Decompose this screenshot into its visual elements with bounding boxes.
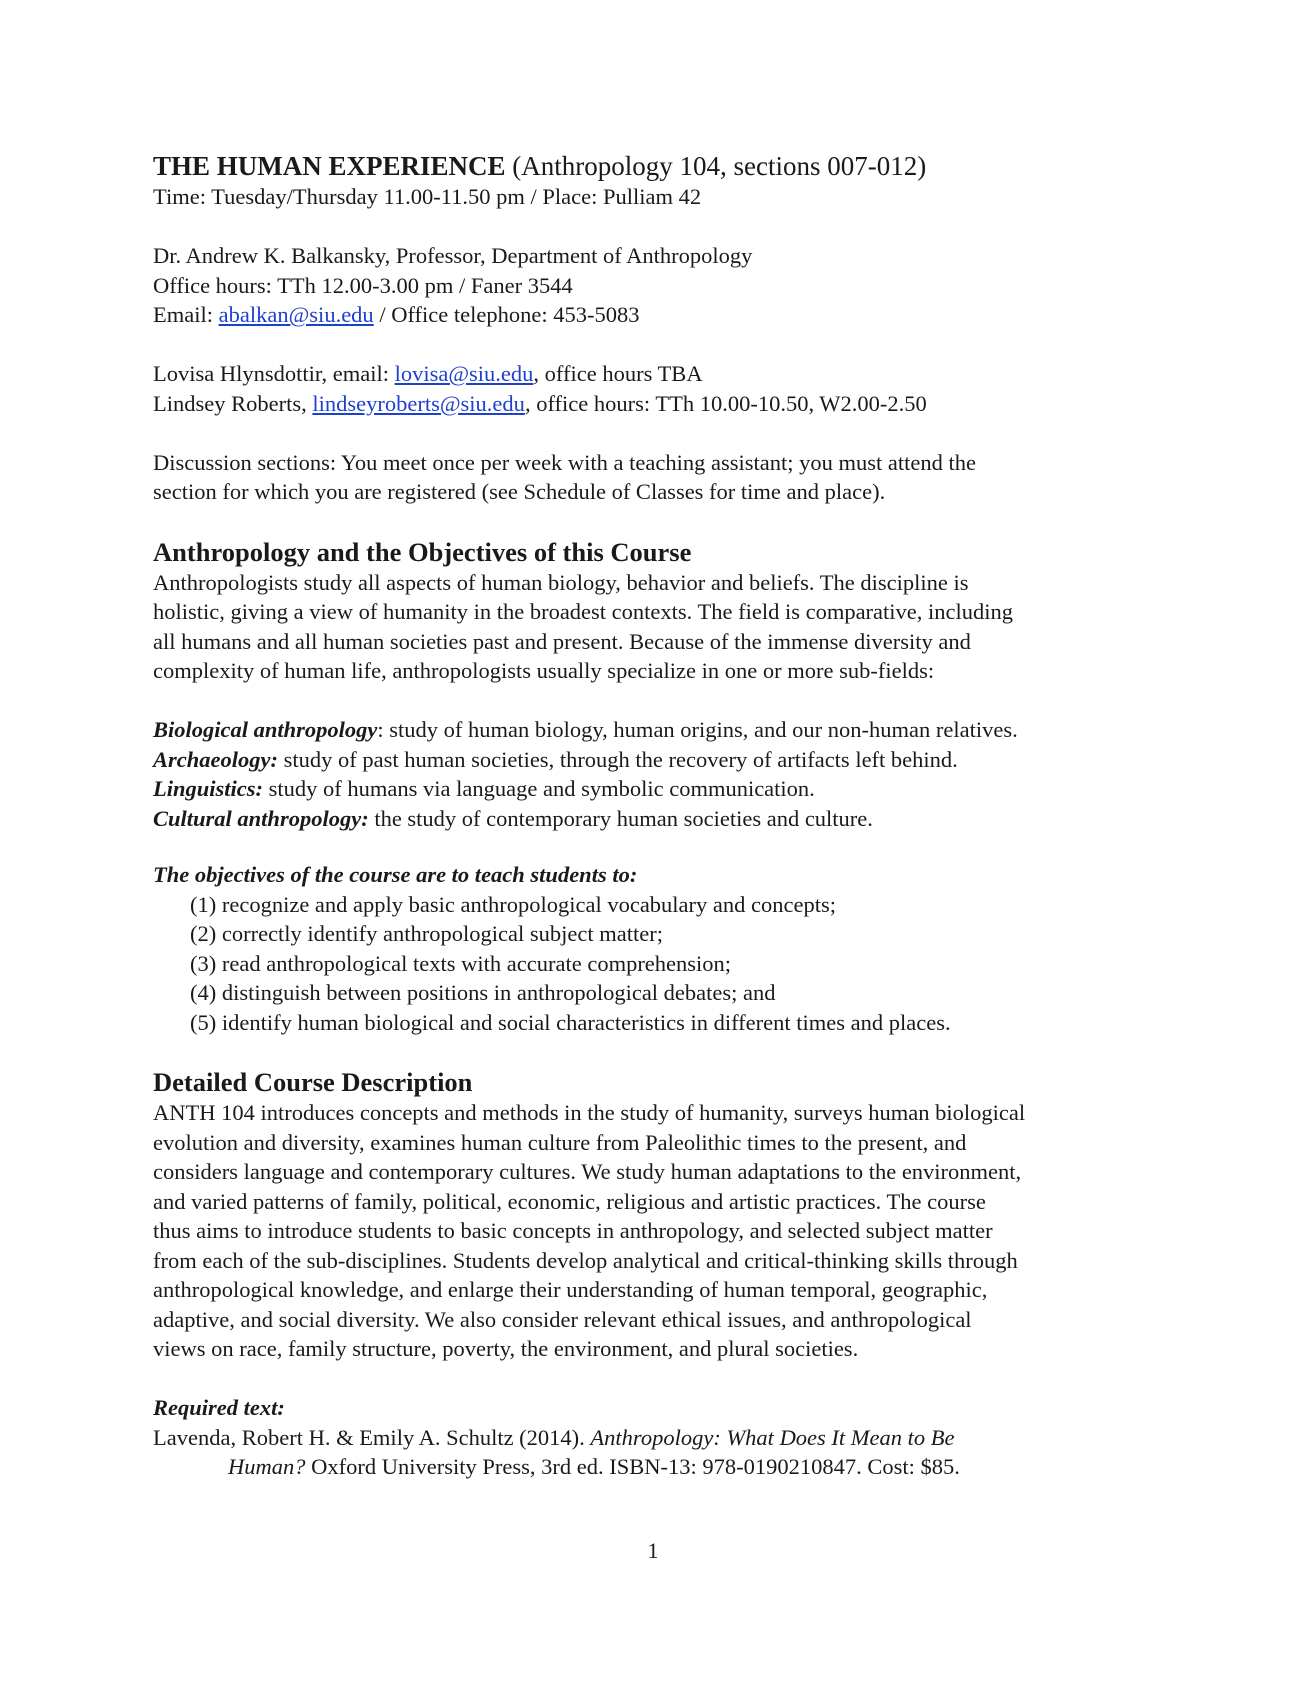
subfield-item [153,745,1163,775]
objectives-intro: The objectives of the course are to teach students to: [153,862,638,887]
citation-details: Oxford University Press, 3rd ed. ISBN-13: 978-0190210847. Cost: $85. [305,1454,960,1479]
subfield-item [153,715,1163,745]
subfield-term: Linguistics: [153,776,264,801]
list-item: (5) identify human biological and social characteristics in different times and places. [190,1009,951,1035]
ta-suffix: , office hours: TTh 10.00-10.50, W2.00-2.50 [524,390,927,416]
instructor-contact [153,300,1163,330]
book-title: Human? [228,1454,306,1479]
list-item: (4) distinguish between positions in anthropological debates; and [190,980,776,1005]
paragraph-line: anthropological knowledge, and enlarge their understanding of human temporal, geographic, [153,1277,988,1302]
subfield-desc: study of past human societies, through the recovery of artifacts left behind. [277,746,958,772]
instructor-office-hours: Office hours: TTh 12.00-3.00 pm / Faner 3544 [153,272,573,298]
paragraph-line: Anthropologists study all aspects of human biology, behavior and beliefs. The discipline is [153,569,969,595]
book-title: Anthropology: What Does It Mean to Be [590,1424,955,1450]
paragraph-line: ANTH 104 introduces concepts and methods in the study of humanity, surveys human biological [153,1100,1026,1125]
required-text-label: Required text: [153,1395,285,1420]
page-number: 1 [647,1538,659,1563]
ta-line [153,359,1163,389]
paragraph-line: complexity of human life, anthropologists usually specialize in one or more sub-fields: [153,658,935,683]
paragraph-line: adaptive, and social diversity. We also consider relevant ethical issues, and anthropological [153,1306,972,1332]
list-item: (1) recognize and apply basic anthropological vocabulary and concepts; [190,891,836,917]
ta-line [153,389,1163,419]
course-title [153,150,1163,182]
instructor-name: Dr. Andrew K. Balkansky, Professor, Department of Anthropology [153,243,753,268]
subfield-desc: study of humans via language and symbolic communication. [263,776,815,801]
section-heading-objectives: Anthropology and the Objectives of this Course [153,536,692,567]
subfield-term: Archaeology: [153,746,278,772]
subfield-desc: the study of contemporary human societies and culture. [368,805,873,831]
citation-authors: Lavenda, Robert H. & Emily A. Schultz (2014). [153,1424,591,1450]
citation-line [153,1452,1163,1482]
ta-prefix: Lindsey Roberts, [153,390,313,416]
section-heading-description: Detailed Course Description [153,1067,473,1097]
ta-email-link[interactable]: lovisa@siu.edu [394,361,534,386]
ta-prefix: Lovisa Hlynsdottir, email: [153,361,395,386]
office-telephone: / Office telephone: 453-5083 [373,302,640,327]
email-label: Email: [153,302,219,327]
paragraph-line: considers language and contemporary cultures. We study human adaptations to the environment, [153,1159,1022,1184]
paragraph-line: and varied patterns of family, political, economic, religious and artistic practices. The course [153,1188,986,1214]
discussion-text: section for which you are registered (see Schedule of Classes for time and place). [153,479,886,504]
paragraph-line: from each of the sub-disciplines. Students develop analytical and critical-thinking skills through [153,1247,1018,1273]
subfield-desc: : study of human biology, human origins, and our non-human relatives. [377,717,1018,742]
subfield-term: Biological anthropology [153,717,378,742]
subfield-item [153,774,1163,804]
time-place: Time: Tuesday/Thursday 11.00-11.50 pm / Place: Pulliam 42 [153,184,702,209]
discussion-text: Discussion sections: You meet once per week with a teaching assistant; you must attend the [153,449,976,475]
ta-suffix: , office hours TBA [533,361,703,386]
course-title-bold: THE HUMAN EXPERIENCE [153,151,506,181]
syllabus-page [153,150,1163,1482]
paragraph-line: views on race, family structure, poverty, the environment, and plural societies. [153,1336,859,1361]
course-title-rest: (Anthropology 104, sections 007-012) [505,151,927,181]
ta-email-link[interactable]: lindseyroberts@siu.edu [312,390,525,416]
citation-line [153,1423,1163,1453]
list-item: (2) correctly identify anthropological subject matter; [190,921,663,946]
objectives-list [153,890,1163,1038]
paragraph-line: thus aims to introduce students to basic concepts in anthropology, and selected subject matter [153,1218,993,1243]
paragraph-line: all humans and all human societies past and present. Because of the immense diversity and [153,628,971,654]
subfield-term: Cultural anthropology: [153,805,369,831]
list-item: (3) read anthropological texts with accurate comprehension; [190,950,732,976]
instructor-email-link[interactable]: abalkan@siu.edu [218,302,374,327]
paragraph-line: holistic, giving a view of humanity in the broadest contexts. The field is comparative, including [153,599,1014,624]
paragraph-line: evolution and diversity, examines human culture from Paleolithic times to the present, and [153,1129,967,1155]
subfield-item [153,804,1163,834]
